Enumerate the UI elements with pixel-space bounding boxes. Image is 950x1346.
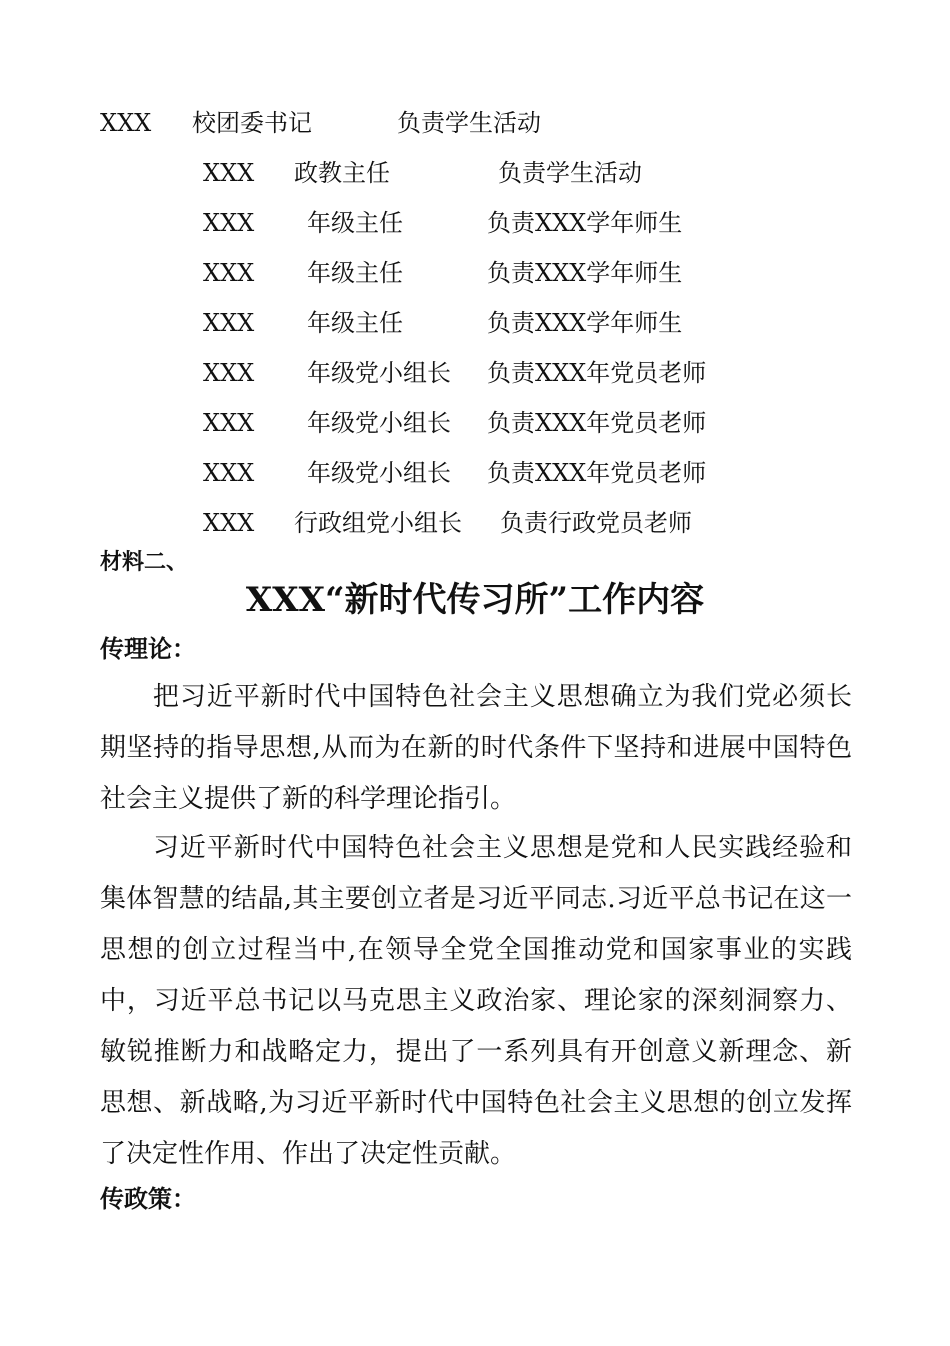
roster-duty: 负责学生活动 [397, 109, 541, 137]
roster-name: XXX [203, 509, 255, 537]
roster-duty: 负责XXX年党员老师 [487, 409, 707, 437]
roster-name: XXX [100, 109, 152, 137]
roster-duty: 负责XXX学年师生 [487, 259, 683, 287]
paragraph-theory-2 [100, 823, 852, 1180]
roster-duty: 负责XXX年党员老师 [487, 359, 707, 387]
paragraph-theory-1 [100, 672, 852, 825]
roster-duty: 负责行政党员老师 [500, 509, 692, 537]
roster-role: 政教主任 [294, 159, 390, 187]
theory-heading: 传理论： [100, 634, 196, 663]
material-label: 材料二、 [100, 549, 189, 575]
roster-duty: 负责XXX学年师生 [487, 309, 683, 337]
roster-duty: 负责XXX学年师生 [487, 209, 683, 237]
roster-name: XXX [203, 309, 255, 337]
paragraph-text: 把习近平新时代中国特色社会主义思想确立为我们党必须长期坚持的指导思想,从而为在新的时代条件下坚持和进展中国特色社会主义提供了新的科学理论指引。 [100, 682, 852, 814]
roster-name: XXX [203, 209, 255, 237]
roster-role: 行政组党小组长 [294, 509, 462, 537]
roster-role: 年级党小组长 [307, 459, 451, 487]
document-title: XXX“新时代传习所”工作内容 [245, 580, 705, 620]
roster-name: XXX [203, 159, 255, 187]
policy-heading: 传政策： [100, 1184, 196, 1213]
roster-duty: 负责学生活动 [498, 159, 642, 187]
roster-role: 年级党小组长 [307, 409, 451, 437]
roster-role: 年级主任 [307, 209, 403, 237]
roster-name: XXX [203, 409, 255, 437]
roster-role: 年级主任 [307, 259, 403, 287]
roster-name: XXX [203, 459, 255, 487]
roster-name: XXX [203, 259, 255, 287]
roster-role: 校团委书记 [192, 109, 312, 137]
roster-duty: 负责XXX年党员老师 [487, 459, 707, 487]
roster-role: 年级主任 [307, 309, 403, 337]
roster-role: 年级党小组长 [307, 359, 451, 387]
paragraph-text: 习近平新时代中国特色社会主义思想是党和人民实践经验和集体智慧的结晶,其主要创立者是习近平同志.习近平总书记在这一思想的创立过程当中,在领导全党全国推动党和国家事业的实践中，习近平总书记以马克思主义政治家、理论家的深刻洞察力、敏锐推断力和战略定力，提出了一系列具有开创意义新理念、新思想、新战略,为习近平新时代中国特色社会主义思想的创立发挥了决定性作用、作出了决定性贡献。 [100, 833, 852, 1169]
roster-name: XXX [203, 359, 255, 387]
